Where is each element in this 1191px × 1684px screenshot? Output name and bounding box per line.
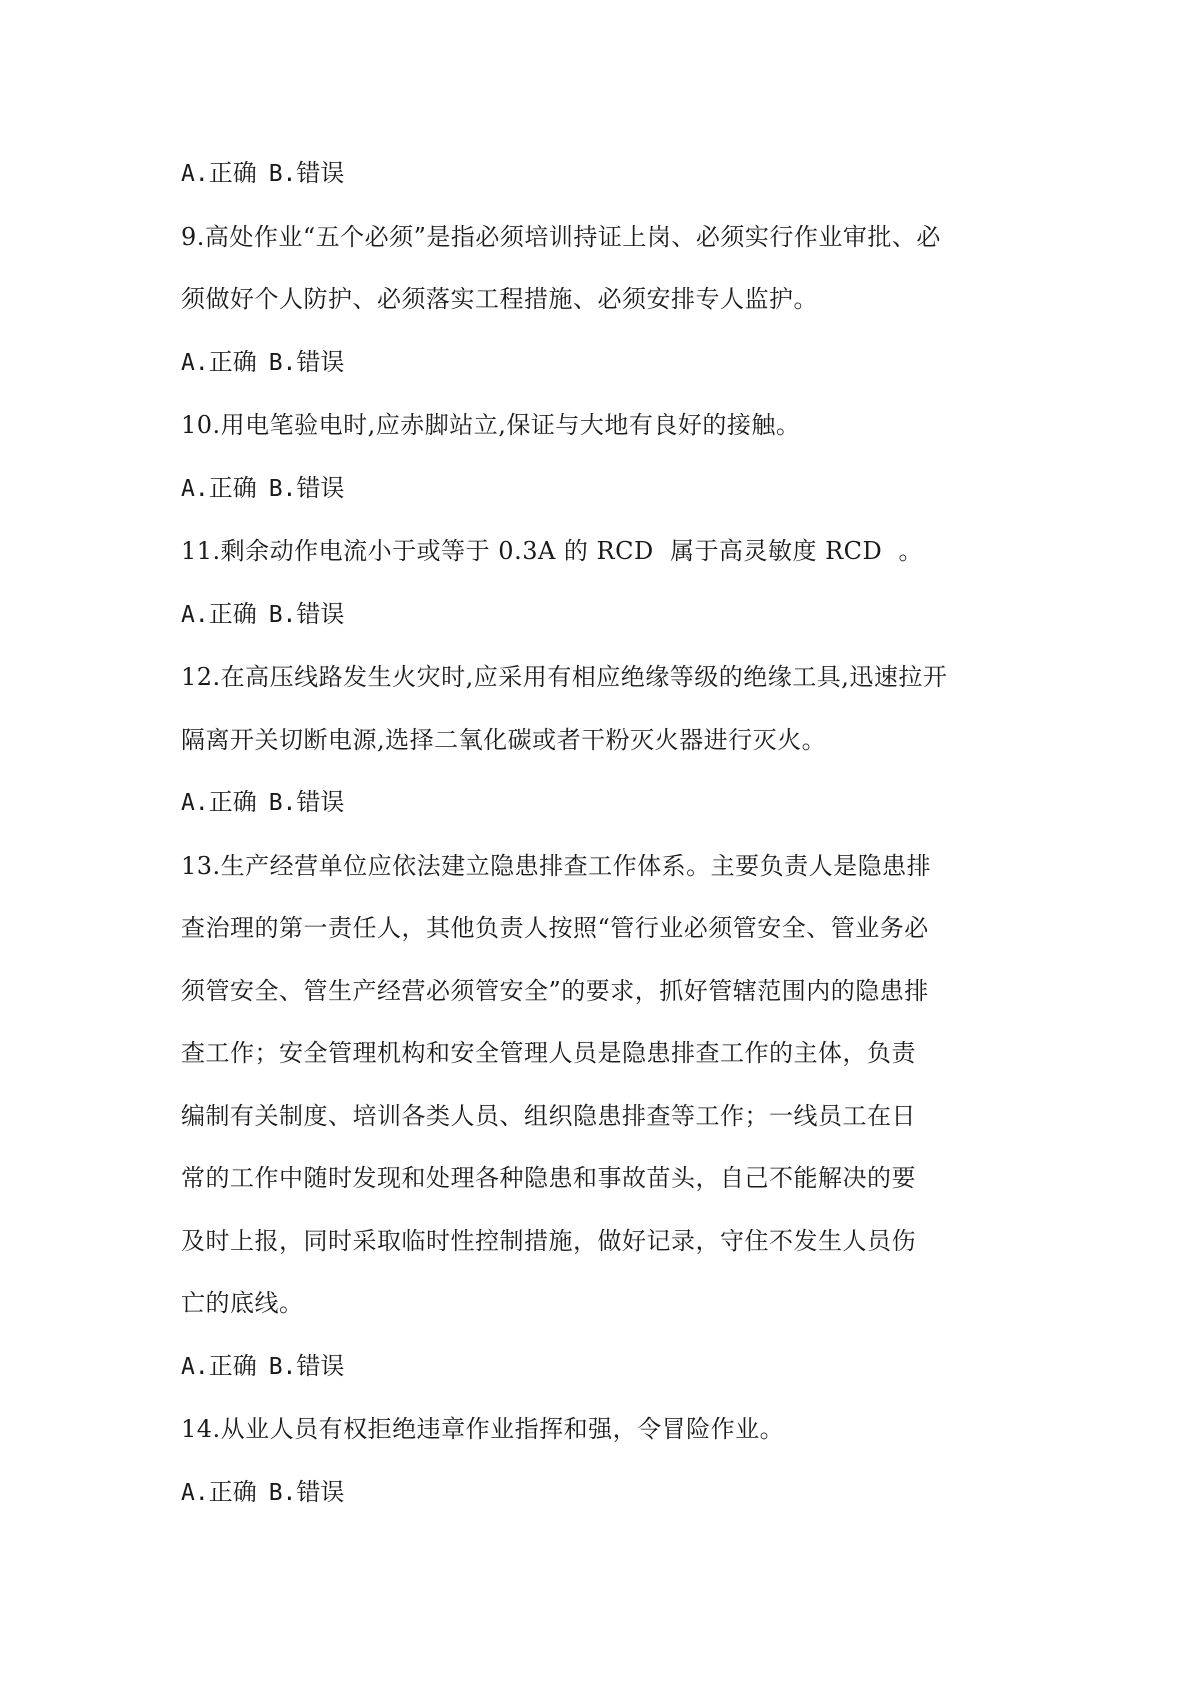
option-a-prefix: A. — [181, 790, 209, 816]
option-a-prefix: A. — [181, 1479, 209, 1506]
option-b-prefix: B. — [268, 1479, 297, 1506]
option-a-prefix: A. — [181, 475, 209, 502]
option-a-prefix: A. — [181, 1353, 209, 1380]
option-a-text: 正确 — [208, 1351, 257, 1380]
option-a-prefix: A. — [181, 349, 209, 376]
answer-options — [181, 771, 1021, 835]
option-b-prefix: B. — [268, 790, 297, 816]
question-text-line: 12.在高压线路发生火灾时,应采用有相应绝缘等级的绝缘工具,迅速拉开 — [181, 663, 948, 691]
question-text-line: 11.剩余动作电流小于或等于 0.3A 的 RCD 属于高灵敏度 RCD 。 — [181, 537, 924, 565]
option-b-text: 错误 — [296, 159, 345, 187]
question-text-line: 14.从业人员有权拒绝违章作业指挥和强，令冒险作业。 — [181, 1415, 785, 1443]
question-text-line: 及时上报，同时采取临时性控制措施，做好记录，守住不发生人员伤 — [181, 1226, 916, 1255]
option-b-text: 错误 — [296, 1351, 345, 1380]
answer-options — [181, 142, 1021, 206]
option-b-text: 错误 — [296, 788, 345, 816]
answer-options — [181, 583, 1021, 647]
question-text-line: 9.高处作业“五个必须”是指必须培训持证上岗、必须实行作业审批、必 — [181, 222, 941, 251]
question-text-line: 编制有关制度、培训各类人员、组织隐患排查等工作；一线员工在日 — [181, 1101, 916, 1130]
option-b-text: 错误 — [296, 599, 345, 628]
option-a-prefix: A. — [181, 161, 209, 187]
answer-options — [181, 1461, 1021, 1525]
option-a-text: 正确 — [208, 788, 257, 816]
answer-options — [181, 331, 1021, 395]
option-b-text: 错误 — [296, 347, 345, 376]
question-text-line: 查工作；安全管理机构和安全管理人员是隐患排查工作的主体，负责 — [181, 1039, 916, 1067]
option-a-text: 正确 — [208, 159, 257, 187]
answer-options — [181, 457, 1021, 521]
option-a-text: 正确 — [208, 347, 257, 376]
option-b-text: 错误 — [296, 473, 345, 502]
option-a-text: 正确 — [208, 1477, 257, 1506]
option-b-prefix: B. — [268, 601, 297, 628]
option-b-prefix: B. — [268, 161, 297, 187]
option-a-text: 正确 — [208, 473, 257, 502]
option-b-prefix: B. — [268, 349, 297, 376]
question-text-line: 须做好个人防护、必须落实工程措施、必须安排专人监护。 — [181, 285, 818, 313]
answer-options — [181, 1335, 1021, 1399]
option-a-text: 正确 — [208, 599, 257, 628]
question-text-line: 常的工作中随时发现和处理各种隐患和事故苗头，自己不能解决的要 — [181, 1164, 916, 1192]
option-b-prefix: B. — [268, 475, 297, 502]
question-text-line: 隔离开关切断电源,选择二氧化碳或者干粉灭火器进行灭火。 — [181, 725, 827, 754]
question-text-line: 10.用电笔验电时,应赤脚站立,保证与大地有良好的接触。 — [181, 411, 801, 439]
option-a-prefix: A. — [181, 601, 209, 628]
question-list — [181, 142, 1021, 1524]
question-text-line: 须管安全、管生产经营必须管安全”的要求，抓好管辖范围内的隐患排 — [181, 976, 929, 1005]
option-b-prefix: B. — [268, 1353, 297, 1380]
option-b-text: 错误 — [296, 1477, 345, 1506]
question-text-line: 亡的底线。 — [181, 1289, 304, 1317]
question-text-line: 查治理的第一责任人，其他负责人按照“管行业必须管安全、管业务必 — [181, 914, 929, 942]
question-text-line: 13.生产经营单位应依法建立隐患排查工作体系。主要负责人是隐患排 — [181, 851, 932, 880]
